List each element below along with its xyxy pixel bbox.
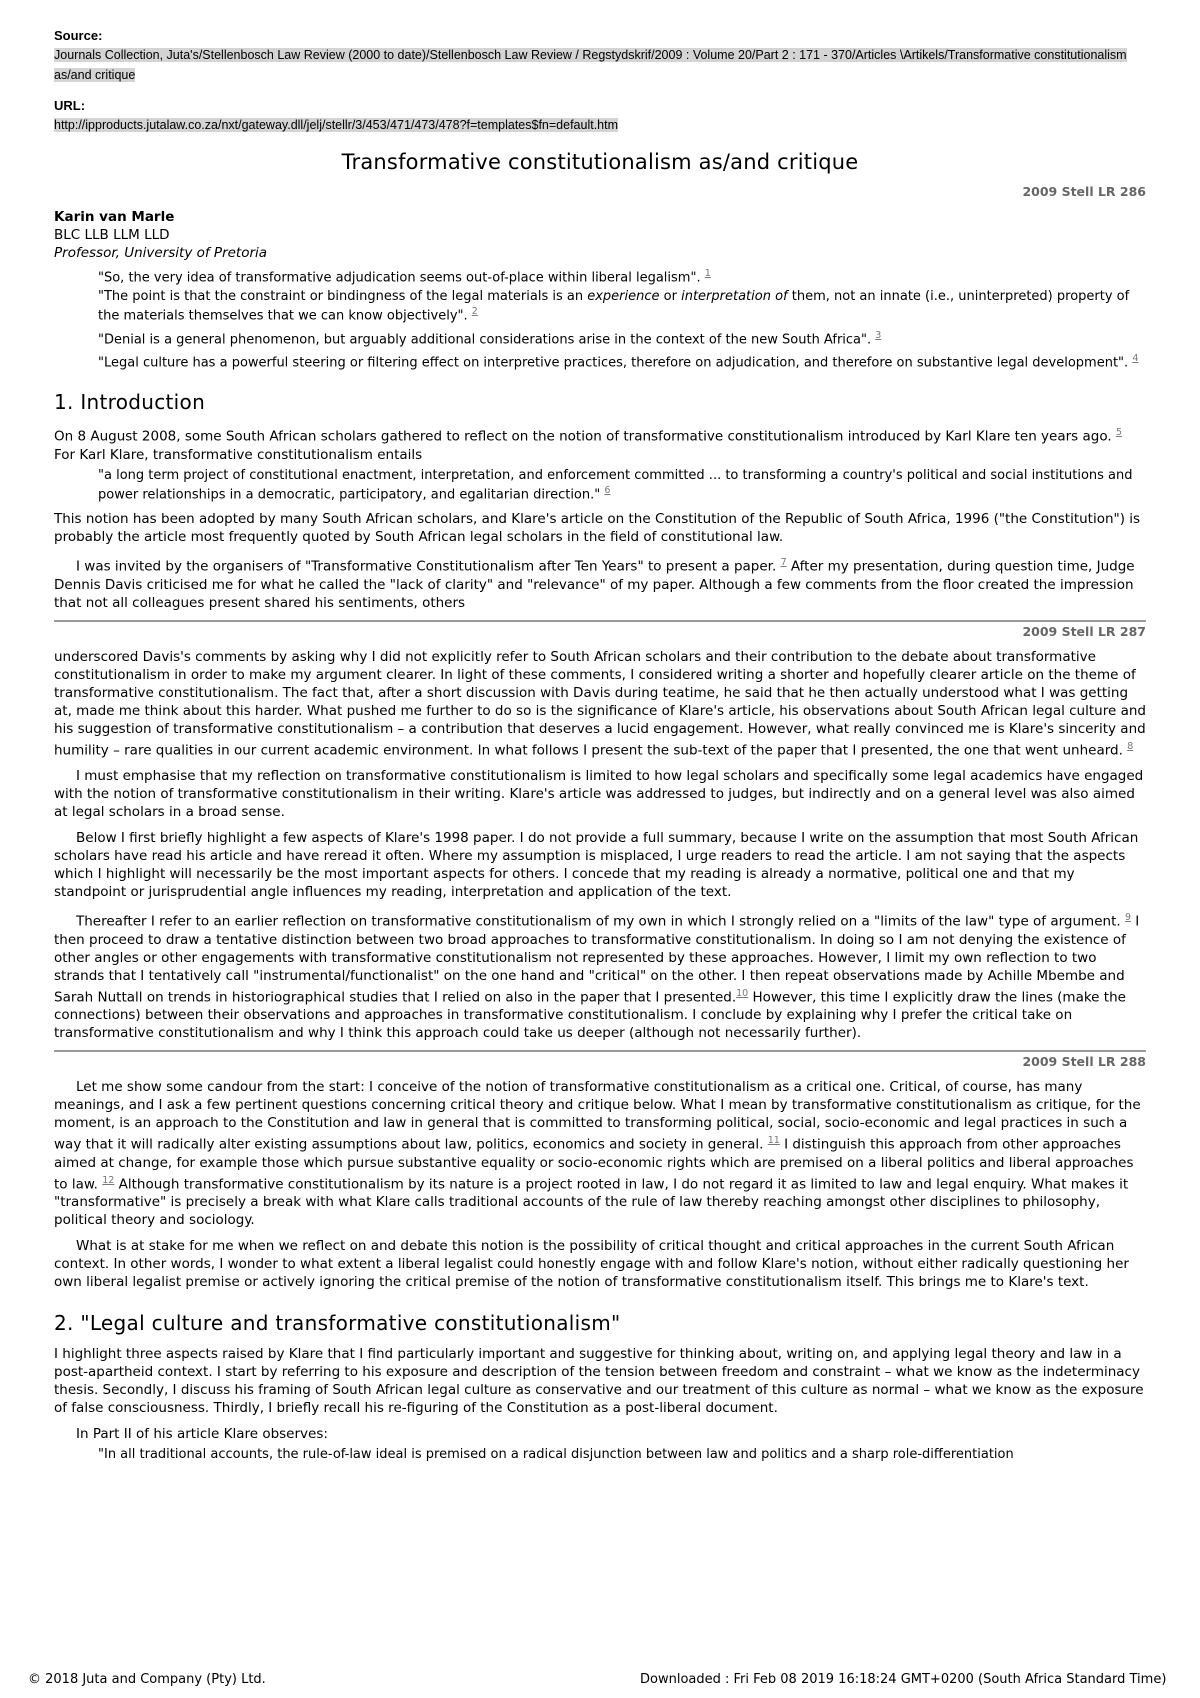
footnote-link[interactable]: 11: [767, 1135, 780, 1147]
footnote-link[interactable]: 1: [704, 268, 711, 279]
paragraph: [54, 1078, 1146, 1229]
download-timestamp: Downloaded : Fri Feb 08 2019 16:18:24 GMT+0200 (South Africa Standard Time): [640, 1672, 1167, 1687]
paragraph-text: Thereafter I refer to an earlier reflection on transformative constitutionalism of my own in which I strongly relied on a "limits of the law" type of argument.: [76, 913, 1121, 930]
paragraph: This notion has been adopted by many South African scholars, and Klare's article on the Constitution of the Republic of South Africa, 1996 ("the Constitution") is probably the article most frequently quoted by South African legal scholars in the field of constitutional law.: [54, 511, 1141, 546]
url-label: URL:: [54, 98, 86, 113]
copyright-notice: © 2018 Juta and Company (Pty) Ltd.: [28, 1672, 266, 1687]
paragraph: In Part II of his article Klare observes:: [76, 1426, 328, 1443]
source-path[interactable]: Journals Collection, Juta's/Stellenbosch Law Review (2000 to date)/Stellenbosch Law Review / Regstydskrif/2009 : Volume 20/Part 2 : 171 - 370/Articles \Artikels/Transformative constitutionalism as/and critique: [54, 48, 1127, 82]
article-title: Transformative constitutionalism as/and critique: [341, 150, 859, 174]
footnote-link[interactable]: 9: [1124, 912, 1131, 924]
quote-text: "a long term project of constitutional enactment, interpretation, and enforcement committed ... to transforming a country's political and social institutions and power relationships in a democratic, participatory, and egalitarian direction.": [98, 467, 1133, 503]
footnote-link[interactable]: 4: [1132, 352, 1139, 364]
paragraph: I highlight three aspects raised by Klare that I find particularly important and suggestive for thinking about, writing on, and applying legal theory and law in a post-apartheid context. I start by referring to his exposure and description of the tension between freedom and constraint – what we know as the indeterminacy thesis. Secondly, I discuss his framing of South African legal culture as conservative and our treatment of this culture as normal – what we know as the exposure of false consciousness. Thirdly, I briefly recall his re-figuring of the Constitution as a post-liberal document.: [54, 1346, 1144, 1417]
epigraph-text: "Legal culture has a powerful steering or filtering effect on interpretive practices, therefore on adjudication, and therefore on substantive legal development".: [98, 355, 1129, 371]
epigraph-1: [98, 266, 1146, 285]
epigraph-text: them, not an innate (i.e., uninterpreted) property of the materials themselves that we can know objectively".: [98, 289, 1130, 324]
paragraph: I must emphasise that my reflection on transformative constitutionalism is limited to how legal scholars and specifically some legal academics have engaged with the notion of transformative constitutionalism in their writing. Klare's article was addressed to judges, but indirectly and on a general level was also aimed at legal scholars in a broad sense.: [54, 768, 1144, 821]
epigraph-3: [98, 328, 1146, 347]
paragraph-text: Although transformative constitutionalism by its nature is a project rooted in law, I do not regard it as limited to law and legal enquiry. What makes it "transformative" is precisely a break with what Klare calls traditional accounts of the rule of law thereby reaching amongst other disciplines to philosophy, political theory and sociology.: [54, 1176, 1129, 1229]
epigraph-text: or: [659, 289, 682, 305]
document-page: [54, 28, 1146, 1462]
footnote-link[interactable]: 12: [102, 1174, 115, 1186]
section-heading-legal-culture: 2. "Legal culture and transformative constitutionalism": [54, 1311, 621, 1336]
paragraph: What is at stake for me when we reflect on and debate this notion is the possibility of critical thought and critical approaches in the current South African context. In other words, I wonder to what extent a liberal legalist could honestly engage with and follow Klare's notion, without either radically questioning her own liberal legalist premise or actively ignoring the critical premise of the notion of transformative constitutionalism itself. This brings me to Klare's text.: [54, 1238, 1129, 1291]
epigraph-2: [98, 289, 1146, 323]
page-reference-288: 2009 Stell LR 288: [54, 1050, 1146, 1070]
footnote-link[interactable]: 3: [875, 329, 882, 341]
footnote-link[interactable]: 8: [1127, 740, 1134, 752]
paragraph: [54, 424, 1146, 464]
paragraph: Below I first briefly highlight a few aspects of Klare's 1998 paper. I do not provide a full summary, because I write on the assumption that most South African scholars have read his article and have reread it often. Where my assumption is misplaced, I urge readers to read the article. I am not saying that the aspects which I highlight will necessarily be the most important aspects for others. I concede that my reading is already a normative, political one and that my standpoint or jurisprudential angle influences my reading, interpretation and application of the text.: [54, 830, 1139, 901]
paragraph-text: I was invited by the organisers of "Transformative Constitutionalism after Ten Years" to present a paper.: [76, 558, 777, 575]
url-link[interactable]: http://ipproducts.jutalaw.co.za/nxt/gateway.dll/jelj/stellr/3/453/471/473/478?f=templates$fn=default.htm: [54, 118, 619, 132]
page-reference-286: 2009 Stell LR 286: [1022, 184, 1146, 199]
paragraph-text: However, this time I explicitly draw the lines (make the connections) between their observations and approaches in transformative constitutionalism. I conclude by explaining why I prefer the critical take on transformative constitutionalism and why I think this approach could take us deeper (although not necessarily further).: [54, 989, 1126, 1042]
footnote-link[interactable]: 10: [736, 987, 749, 999]
footnote-link[interactable]: 5: [1115, 427, 1123, 439]
paragraph-text: For Karl Klare, transformative constitutionalism entails: [54, 446, 423, 463]
epigraph-text: "The point is that the constraint or bindingness of the legal materials is an: [98, 289, 588, 305]
paragraph-text: underscored Davis's comments by asking why I did not explicitly refer to South African scholars and their contribution to the debate about transformative constitutionalism in order to make my argument clearer. In light of these comments, I considered writing a shorter and hopefully clearer article on the theme of transformative constitutionalism. The fact that, after a short discussion with Davis during teatime, he said that he then actually understood what I was getting at, made me think about this harder. What pushed me further to do so is the significance of Klare's article, his observations about South African legal culture and his suggestion of transformative constitutionalism – a contribution that deserves a lucid engagement. However, what really convinced me is Klare's sincerity and humility – rare qualities in our current academic environment. In what follows I present the sub-text of the paper that I presented, the one that went unheard.: [54, 648, 1146, 759]
footnote-link[interactable]: 7: [780, 557, 787, 569]
epigraph-text: "Denial is a general phenomenon, but arguably additional considerations arise in the context of the new South Africa".: [98, 331, 872, 347]
paragraph: [54, 909, 1146, 1042]
block-quote: [98, 468, 1146, 502]
source-block: [54, 28, 1146, 84]
epigraph-4: [98, 351, 1146, 370]
paragraph-text: I distinguish this approach from other approaches aimed at change, for example those which pursue substantive equality or socio-economic rights which are premised on a liberal politics and liberal approaches to law.: [54, 1136, 1134, 1193]
paragraph-text: On 8 August 2008, some South African scholars gathered to reflect on the notion of transformative constitutionalism introduced by Karl Klare ten years ago.: [54, 428, 1112, 445]
footnote-link[interactable]: 2: [471, 306, 478, 318]
source-label: Source:: [54, 28, 103, 43]
url-block: [54, 98, 1146, 134]
page-reference-287: 2009 Stell LR 287: [54, 620, 1146, 640]
author-degrees: BLC LLB LLM LLD: [54, 227, 170, 243]
epigraph-text: "So, the very idea of transformative adjudication seems out-of-place within liberal legalism".: [98, 270, 701, 286]
epigraph-emphasis: experience: [587, 289, 660, 305]
epigraph-emphasis: interpretation of: [681, 289, 788, 305]
block-quote: "In all traditional accounts, the rule-of-law ideal is premised on a radical disjunction between law and politics and a sharp role-differentiation: [98, 1447, 1014, 1463]
paragraph-text: After my presentation, during question time, Judge Dennis Davis criticised me for what he called the "lack of clarity" and "relevance" of my paper. Although a few comments from the floor created the impression that not all colleagues present shared his sentiments, others: [54, 558, 1135, 611]
paragraph: [54, 554, 1146, 612]
author-affiliation: Professor, University of Pretoria: [54, 245, 268, 261]
paragraph-text: Let me show some candour from the start: I conceive of the notion of transformative constitutionalism as a critical one. Critical, of course, has many meanings, and I ask a few pertinent questions concerning critical theory and critique below. What I mean by transformative constitutionalism as critique, for the moment, is an approach to the Constitution and law in general that is committed to transforming political, social, socio-economic and legal practices in such a way that it will radically alter existing assumptions about law, politics, economics and society in general.: [54, 1079, 1141, 1153]
footnote-link[interactable]: 6: [604, 484, 611, 496]
author-name: Karin van Marle: [54, 209, 175, 225]
paragraph-text: I then proceed to draw a tentative distinction between two broad approaches to transformative constitutionalism. In doing so I am not denying the existence of other angles or other engagements with transformative constitutionalism not represented by these approaches. However, I limit my own reflection to two strands that I tentatively call "instrumental/functionalist" on the one hand and "critical" on the other. I then repeat observations made by Achille Mbembe and Sarah Nuttall on trends in historiographical studies that I relied on also in the paper that I presented.: [54, 913, 1140, 1006]
section-heading-introduction: 1. Introduction: [54, 390, 206, 415]
paragraph: [54, 648, 1146, 760]
